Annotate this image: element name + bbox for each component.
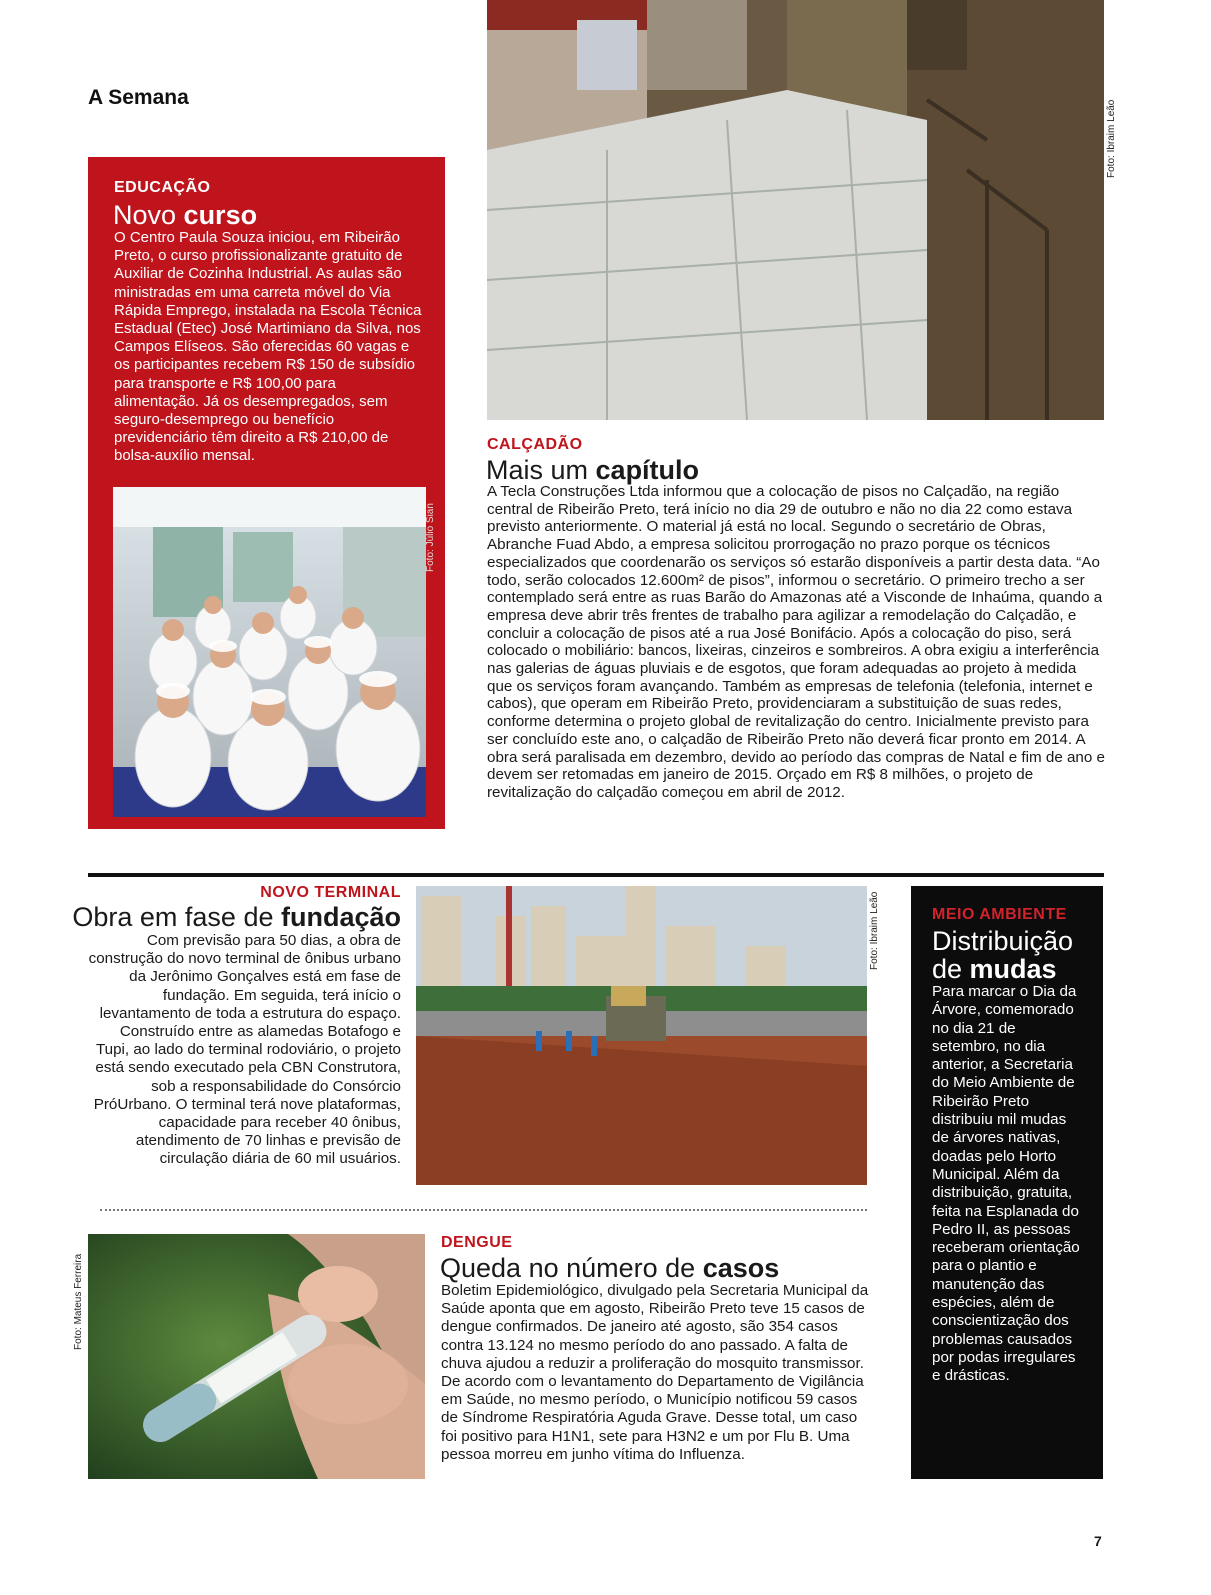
educacao-headline-light: Novo — [113, 200, 184, 230]
dengue-headline-light: Queda no número de — [440, 1253, 703, 1283]
dengue-headline-bold: casos — [702, 1253, 780, 1283]
calcadao-photo — [487, 0, 1104, 420]
calcadao-headline-bold: capítulo — [595, 455, 700, 485]
meio-ambiente-body: Para marcar o Dia da Árvore, comemorado no dia 21 de setembro, no dia anterior, a Secretaria do Meio Ambiente de Ribeirão Preto distribuiu mil mudas de árvores nativas, doadas pelo Horto Municipal. Além da distribuição, gratuita, feita na Esplanada do Pedro II, as pessoas receberam orientação para o plantio e manutenção das espécies, além de conscientização dos problemas causados por podas irregulares e drásticas. — [932, 983, 1080, 1385]
educacao-body: O Centro Paula Souza iniciou, em Ribeirão Preto, o curso profissionalizante gratuito de Auxiliar de Cozinha Industrial. As aulas são ministradas em uma carreta móvel do Via Rápida Emprego, instalada na Escola Técnica Estadual (Etec) José Martimiano da Silva, nos Campos Elíseos. São oferecidas 60 vagas e os participantes recebem R$ 150 de subsídio para transporte e R$ 100,00 para alimentação. Já os desempregados, sem seguro-desemprego ou benefício previdenciário têm direito a R$ 210,00 de bolsa-auxílio mensal. — [114, 229, 422, 465]
terminal-headline — [72, 903, 401, 931]
meio-ambiente-headline-bold: mudas — [969, 954, 1057, 984]
educacao-photo-credit: Foto: Júlio Sian — [425, 503, 436, 572]
educacao-headline-bold: curso — [183, 200, 258, 230]
dotted-separator — [100, 1209, 867, 1211]
calcadao-photo-credit: Foto: Ibraim Leão — [1106, 99, 1117, 178]
educacao-box — [88, 157, 445, 829]
educacao-kicker: EDUCAÇÃO — [114, 179, 211, 196]
meio-ambiente-box — [911, 886, 1103, 1479]
educacao-headline — [113, 201, 257, 229]
terminal-kicker: NOVO TERMINAL — [260, 884, 401, 901]
terminal-body: Com previsão para 50 dias, a obra de construção do novo terminal de ônibus urbano da Jerônimo Gonçalves está em fase de fundação. Em seguida, terá início o levantamento de toda a estrutura do espaço. Construído entre as alamedas Botafogo e Tupi, ao lado do terminal rodoviário, o projeto está sendo executado pela CBN Construtora, sob a responsabilidade do Consórcio PróUrbano. O terminal terá nove plataformas, capacidade para receber 40 ônibus, atendimento de 70 linhas e previsão de circulação diária de 60 mil usuários. — [88, 932, 401, 1168]
terminal-photo — [416, 886, 867, 1185]
page-number: 7 — [1094, 1533, 1102, 1549]
terminal-photo-credit: Foto: Ibraim Leão — [869, 891, 880, 970]
terminal-headline-light: Obra em fase de — [72, 902, 281, 932]
calcadao-kicker: CALÇADÃO — [487, 436, 583, 453]
calcadao-headline — [486, 456, 699, 484]
dengue-headline — [440, 1254, 779, 1282]
meio-ambiente-kicker: MEIO AMBIENTE — [932, 906, 1067, 923]
dengue-kicker: DENGUE — [441, 1234, 513, 1251]
meio-ambiente-headline-line2 — [932, 955, 1057, 983]
section-divider — [88, 873, 1104, 877]
classroom-photo — [113, 487, 426, 817]
meio-ambiente-headline-line1: Distribuição — [932, 926, 1074, 956]
calcadao-body: A Tecla Construções Ltda informou que a colocação de pisos no Calçadão, na região central de Ribeirão Preto, terá início no dia 29 de outubro e não no dia 22 como estava previsto anteriormente. O material já está no local. Segundo o secretário de Obras, Abranche Fuad Abdo, a empresa solicitou prorrogação no prazo porque os técnicos especializados que coordenarão os serviços só estarão disponíveis a partir desta data. “Ao todo, serão colocados 12.600m² de pisos”, informou o secretário. O primeiro trecho a ser contemplado será entre as ruas Barão do Amazonas até a Visconde de Inhaúma, quando a empresa deve abrir três frentes de trabalho para agilizar a remodelação do Calçadão, e concluir a colocação de pisos até a rua José Bonifácio. Após a colocação do piso, será colocado o mobiliário: bancos, lixeiras, cinzeiros e sombreiros. A obra exigiu a interferência nas galerias de águas pluviais e de esgotos, que foram adequadas ao projeto à medida que os serviços foram avançando. Também as empresas de telefonia (telefonia, internet e cabos), que operam em Ribeirão Preto, providenciaram a substituição de suas redes, conforme determina o projeto global de revitalização do centro. Inicialmente previsto para ser concluído este ano, o calçadão de Ribeirão Preto não deverá ficar pronto em 2014. A obra será paralisada em dezembro, devido ao período das compras de Natal e fim de ano e devem ser retomadas em janeiro de 2015. Orçado em R$ 8 milhões, o projeto de revitalização do calçadão começou em abril de 2012. — [487, 483, 1105, 801]
test-tube-photo — [88, 1234, 425, 1479]
dengue-body: Boletim Epidemiológico, divulgado pela Secretaria Municipal da Saúde aponta que em agosto, Ribeirão Preto teve 15 casos de dengue confirmados. De janeiro até agosto, são 354 casos contra 13.124 no mesmo período do ano passado. A falta de chuva ajudou a reduzir a proliferação do mosquito transmissor. De acordo com o levantamento do Departamento de Vigilância em Saúde, no mesmo período, o Município notificou 59 casos de Síndrome Respiratória Aguda Grave. Desse total, um caso foi positivo para H1N1, sete para H3N2 e um por Flu B. Uma pessoa morreu em junho vítima do Influenza. — [441, 1282, 869, 1463]
terminal-headline-bold: fundação — [280, 902, 401, 932]
calcadao-headline-light: Mais um — [486, 455, 596, 485]
section-title: A Semana — [88, 86, 189, 109]
meio-ambiente-headline-light: de — [932, 954, 970, 984]
dengue-photo-credit: Foto: Mateus Ferreira — [73, 1253, 84, 1350]
